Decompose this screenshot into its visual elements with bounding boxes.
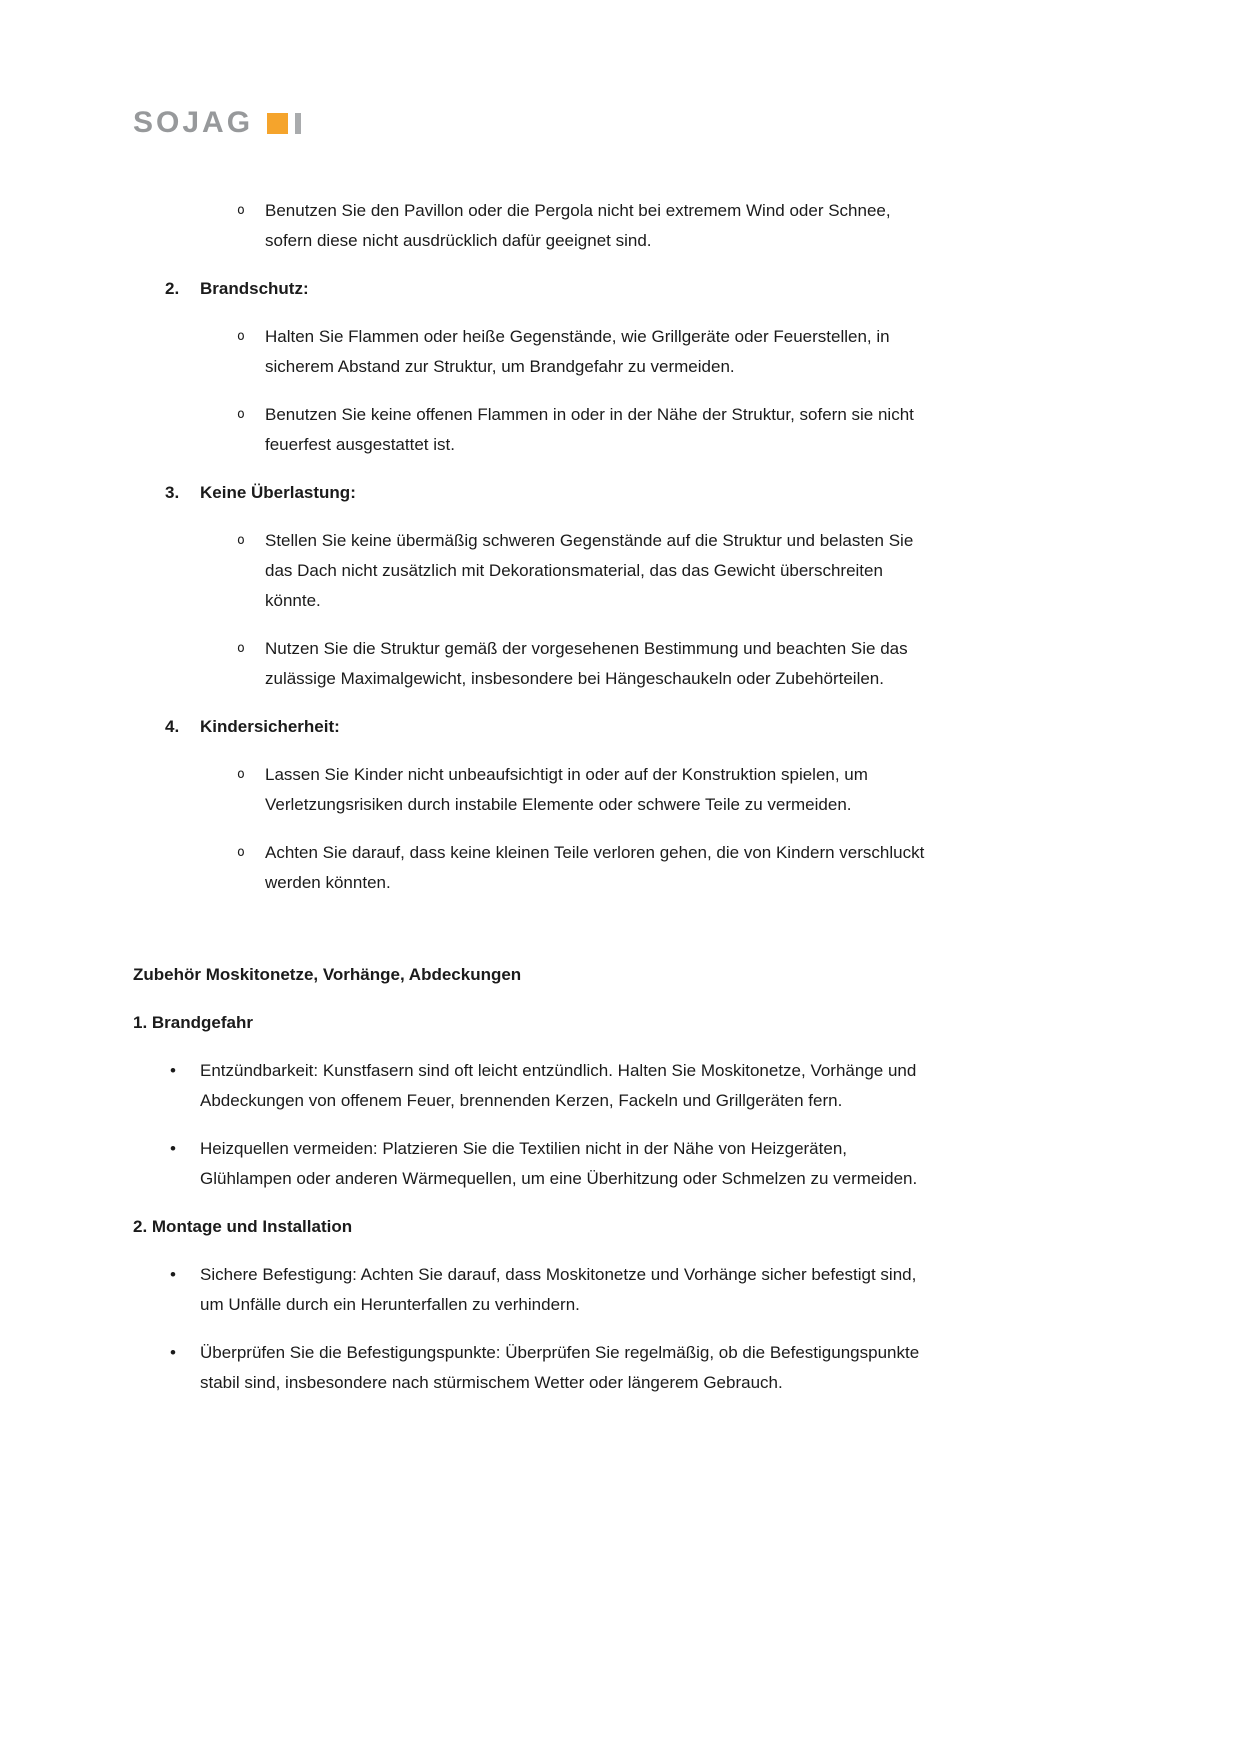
list-item-text: Halten Sie Flammen oder heiße Gegenstände, wie Grillgeräte oder Feuerstellen, in sicherem Abstand zur Struktur, um Brandgefahr zu vermeiden. [265, 327, 890, 376]
circle-bullet-icon: o [237, 329, 245, 344]
logo-gray-bar-icon [295, 113, 301, 134]
list-item-text: Überprüfen Sie die Befestigungspunkte: Überprüfen Sie regelmäßig, ob die Befestigungspunkte stabil sind, insbesondere nach stürmischem Wetter oder längerem Gebrauch. [200, 1343, 920, 1392]
list-item-text: Entzündbarkeit: Kunstfasern sind oft leicht entzündlich. Halten Sie Moskitonetze, Vorhänge und Abdeckungen von offenem Feuer, brennenden Kerzen, Fackeln und Grillgeräten fern. [200, 1061, 917, 1110]
list-item [133, 634, 1240, 694]
list-item [133, 1260, 1240, 1320]
circle-bullet-icon: o [237, 767, 245, 782]
list-item-text: Sichere Befestigung: Achten Sie darauf, dass Moskitonetze und Vorhänge sicher befestigt sind, um Unfälle durch ein Herunterfallen zu verhindern. [200, 1265, 917, 1314]
sojag-logo [133, 108, 1240, 138]
list-item [133, 526, 1240, 616]
section-heading-brandschutz [133, 274, 1240, 304]
list-item [133, 196, 1240, 256]
list-item [133, 322, 1240, 382]
dot-bullet-icon: • [170, 1265, 176, 1284]
list-item-text: Achten Sie darauf, dass keine kleinen Teile verloren gehen, die von Kindern verschluckt werden könnten. [265, 843, 925, 892]
section-title: Brandschutz: [200, 279, 309, 298]
section-title: Keine Überlastung: [200, 483, 356, 502]
dot-bullet-icon: • [170, 1139, 176, 1158]
list-item [133, 1134, 1240, 1194]
section-number: 4. [165, 717, 180, 736]
circle-bullet-icon: o [237, 407, 245, 422]
circle-bullet-icon: o [237, 845, 245, 860]
accessories-heading: Zubehör Moskitonetze, Vorhänge, Abdeckungen [133, 965, 522, 984]
list-item [133, 400, 1240, 460]
list-item-text: Heizquellen vermeiden: Platzieren Sie die Textilien nicht in der Nähe von Heizgeräten, Glühlampen oder anderen Wärmequellen, um eine Überhitzung oder Schmelzen zu vermeiden. [200, 1139, 918, 1188]
section-number: 3. [165, 483, 180, 502]
section-title: Kindersicherheit: [200, 717, 340, 736]
accessories-section-heading-montage: 2. Montage und Installation [133, 1217, 353, 1236]
section-heading-ueberlastung [133, 478, 1240, 508]
dot-bullet-icon: • [170, 1061, 176, 1080]
list-item-text: Benutzen Sie keine offenen Flammen in oder in der Nähe der Struktur, sofern sie nicht feuerfest ausgestattet ist. [265, 405, 914, 454]
dot-bullet-icon: • [170, 1343, 176, 1362]
list-item-text: Lassen Sie Kinder nicht unbeaufsichtigt in oder auf der Konstruktion spielen, um Verletzungsrisiken durch instabile Elemente oder schwere Teile zu vermeiden. [265, 765, 868, 814]
circle-bullet-icon: o [237, 203, 245, 218]
section-heading-kindersicherheit [133, 712, 1240, 742]
list-item-text: Nutzen Sie die Struktur gemäß der vorgesehenen Bestimmung und beachten Sie das zulässige Maximalgewicht, insbesondere bei Hängeschaukeln oder Zubehörteilen. [265, 639, 908, 688]
logo-orange-square-icon [267, 113, 288, 134]
circle-bullet-icon: o [237, 641, 245, 656]
list-item-text: Benutzen Sie den Pavillon oder die Pergola nicht bei extremem Wind oder Schnee, sofern diese nicht ausdrücklich dafür geeignet sind. [265, 201, 891, 250]
list-item [133, 838, 1240, 898]
section-number: 2. [165, 279, 180, 298]
logo-wordmark: SOJAG [133, 106, 254, 139]
list-item-text: Stellen Sie keine übermäßig schweren Gegenstände auf die Struktur und belasten Sie das Dach nicht zusätzlich mit Dekorationsmaterial, das das Gewicht überschreiten könnte. [265, 531, 914, 610]
list-item [133, 1056, 1240, 1116]
circle-bullet-icon: o [237, 533, 245, 548]
list-item [133, 1338, 1240, 1398]
list-item [133, 760, 1240, 820]
document-body [133, 196, 1240, 1398]
accessories-section-heading-brandgefahr: 1. Brandgefahr [133, 1013, 253, 1032]
